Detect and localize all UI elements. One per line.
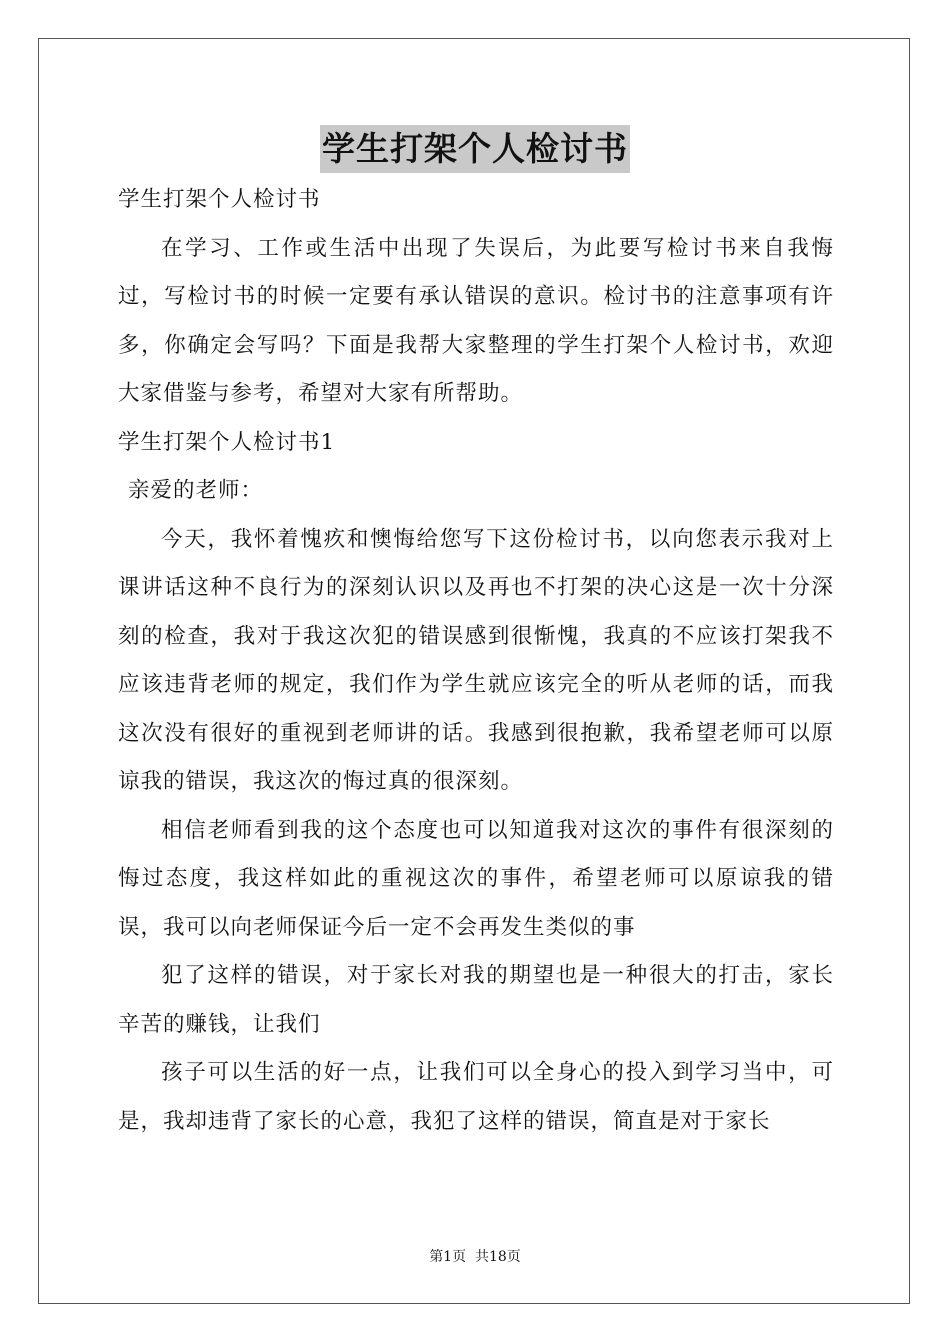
document-title: 学生打架个人检讨书 bbox=[320, 125, 630, 173]
body-paragraph: 相信老师看到我的这个态度也可以知道我对这次的事件有很深刻的悔过态度，我这样如此的重视这次的事件，希望老师可以原谅我的错误，我可以向老师保证今后一定不会再发生类似的事 bbox=[118, 817, 834, 940]
intro-paragraph: 在学习、工作或生活中出现了失误后，为此要写检讨书来自我悔过，写检讨书的时候一定要有承认错误的意识。检讨书的注意事项有许多，你确定会写吗？下面是我帮大家整理的学生打架个人检讨书，欢迎大家借鉴与参考，希望对大家有所帮助。 bbox=[118, 235, 834, 406]
document-body bbox=[118, 176, 834, 1146]
section-heading: 学生打架个人检讨书1 bbox=[118, 429, 336, 455]
page-footer: 第1页 共18页 bbox=[429, 1249, 521, 1265]
salutation: 亲爱的老师： bbox=[128, 478, 264, 503]
body-paragraph: 今天，我怀着愧疚和懊悔给您写下这份检讨书，以向您表示我对上课讲话这种不良行为的深刻认识以及再也不打架的决心这是一次十分深刻的检查，我对于我这次犯的错误感到很惭愧，我真的不应该打架我不应该违背老师的规定，我们作为学生就应该完全的听从老师的话，而我这次没有很好的重视到老师讲的话。我感到很抱歉，我希望老师可以原谅我的错误，我这次的悔过真的很深刻。 bbox=[118, 526, 834, 794]
body-paragraph: 孩子可以生活的好一点，让我们可以全身心的投入到学习当中，可是，我却违背了家长的心意，我犯了这样的错误，简直是对于家长 bbox=[118, 1060, 834, 1134]
title-container bbox=[0, 125, 950, 173]
body-paragraph: 犯了这样的错误，对于家长对我的期望也是一种很大的打击，家长辛苦的赚钱，让我们 bbox=[118, 963, 834, 1037]
document-subtitle: 学生打架个人检讨书 bbox=[118, 187, 321, 212]
